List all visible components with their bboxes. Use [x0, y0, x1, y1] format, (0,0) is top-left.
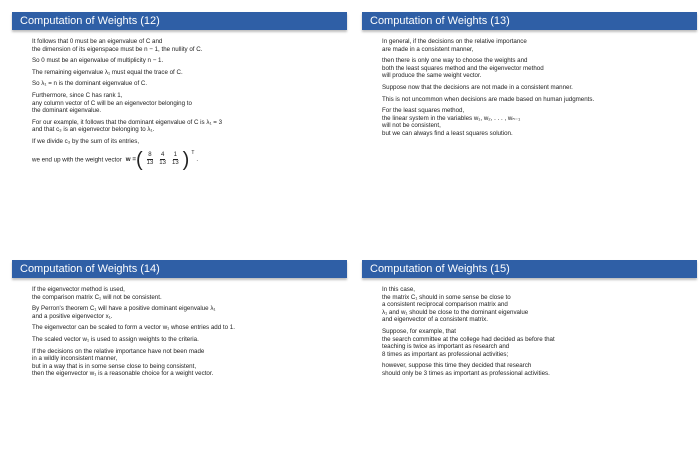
- text-line: If the eigenvector method is used,: [32, 286, 125, 293]
- text-line: In general, if the decisions on the relative importance: [382, 38, 527, 45]
- text-line: but we can always find a least squares solution.: [382, 129, 513, 137]
- fraction: [172, 152, 179, 167]
- numerator: 1: [173, 152, 177, 159]
- slide-body: [362, 278, 697, 378]
- numerator: 8: [148, 152, 152, 159]
- slide-14: [12, 260, 347, 460]
- paragraph: [32, 324, 337, 332]
- text-line: λ₁ and w₁ should be close to the dominant eigenvalue: [382, 308, 529, 316]
- text-line: the linear system in the variables w₁, w₂, . . . , wₙ₋₁: [382, 114, 521, 122]
- paragraph: [32, 80, 337, 88]
- slide-title: Computation of Weights (14): [12, 260, 347, 278]
- slide-13: [362, 12, 697, 212]
- text-line: both the least squares method and the eigenvector method: [382, 64, 544, 72]
- paragraph: [382, 362, 687, 377]
- text-line: Suppose now that the decisions are not made in a consistent manner.: [382, 83, 573, 91]
- text-line: It follows that 0 must be an eigenvalue of C and: [32, 38, 163, 45]
- transpose-superscript: T: [191, 149, 195, 156]
- slide-title: Computation of Weights (15): [362, 260, 697, 278]
- fraction: [159, 152, 166, 167]
- slide-12: [12, 12, 347, 212]
- right-paren: ): [182, 148, 190, 171]
- text-line: in a wildly inconsistent manner,: [32, 355, 118, 363]
- period: .: [196, 155, 199, 163]
- text-line: teaching is twice as important as research and: [382, 343, 510, 351]
- text-line: Furthermore, since C has rank 1,: [32, 91, 123, 99]
- slide-body: [12, 30, 347, 170]
- text-line: the comparison matrix C₁ will not be consistent.: [32, 293, 162, 301]
- slide-15: [362, 260, 697, 460]
- denominator: 13: [171, 160, 179, 167]
- text-line: The remaining eigenvalue λ₁ must equal the trace of C.: [32, 68, 183, 76]
- paragraph: [32, 305, 337, 320]
- text-line: The scaled vector w₁ is used to assign weights to the criteria.: [32, 335, 199, 343]
- text-line: If the decisions on the relative importance have not been made: [32, 347, 205, 355]
- weight-vector-prefix: we end up with the weight vector: [32, 156, 122, 164]
- text-line: By Perron's theorem C₁ will have a positive dominant eigenvalue λ₁: [32, 305, 216, 313]
- text-line: any column vector of C will be an eigenvector belonging to: [32, 99, 192, 107]
- weight-vector-symbol: w =: [125, 156, 136, 164]
- left-paren: (: [135, 148, 143, 171]
- paragraph: [32, 69, 337, 77]
- paragraph: [382, 328, 687, 358]
- text-line: and a positive eigenvector x₁.: [32, 312, 113, 320]
- paragraph: [32, 57, 337, 65]
- text-line: are made in a consistent manner,: [382, 45, 474, 53]
- text-line: The eigenvector can be scaled to form a vector w₁ whose entries add to 1.: [32, 324, 235, 332]
- denominator: 13: [146, 160, 154, 167]
- text-line: then the eigenvector w₁ is a reasonable choice for a weight vector.: [32, 370, 214, 378]
- text-line: and that c₃ is an eigenvector belonging to λ₁.: [32, 126, 155, 134]
- paragraph: [32, 92, 337, 115]
- paragraph: [32, 286, 337, 301]
- text-line: For the least squares method,: [382, 107, 465, 115]
- paragraph: [32, 38, 337, 53]
- text-line: This is not uncommon when decisions are made based on human judgments.: [382, 95, 595, 103]
- numerator: 4: [160, 152, 165, 159]
- slide-title: Computation of Weights (13): [362, 12, 697, 30]
- text-line: should only be 3 times as important as professional activities.: [382, 369, 550, 377]
- text-line: the dominant eigenvalue.: [32, 107, 102, 115]
- paragraph: [32, 138, 337, 146]
- paragraph: [382, 38, 687, 53]
- text-line: 8 times as important as professional activities;: [382, 350, 509, 358]
- paragraph: [382, 286, 687, 324]
- text-line: the matrix C₁ should in some sense be close to: [382, 293, 511, 301]
- text-line: So λ₁ = n is the dominant eigenvalue of C.: [32, 80, 148, 88]
- text-line: and eigenvector of a consistent matrix.: [382, 316, 488, 324]
- paragraph: [382, 84, 687, 92]
- slide-title: Computation of Weights (12): [12, 12, 347, 30]
- text-line: In this case,: [382, 286, 416, 293]
- text-line: If we divide c₃ by the sum of its entries,: [32, 137, 140, 145]
- text-line: then there is only one way to choose the weights and: [382, 57, 528, 65]
- denominator: 13: [159, 160, 166, 167]
- paragraph: [382, 96, 687, 104]
- paragraph: [382, 107, 687, 137]
- paragraph: [32, 336, 337, 344]
- text-line: will not be consistent,: [382, 122, 441, 130]
- fraction: [147, 152, 154, 167]
- text-line: the search committee at the college had decided as before that: [382, 335, 555, 343]
- text-line: but in a way that is in some sense close to being consistent,: [32, 362, 197, 370]
- text-line: So 0 must be an eigenvalue of multiplicity n − 1.: [32, 57, 164, 65]
- paragraph: [382, 57, 687, 80]
- text-line: the dimension of its eigenspace must be n − 1, the nullity of C.: [32, 45, 203, 53]
- text-line: however, suppose this time they decided that research: [382, 362, 532, 370]
- text-line: For our example, it follows that the dominant eigenvalue of C is λ₁ = 3: [32, 118, 223, 126]
- text-line: Suppose, for example, that: [382, 327, 456, 335]
- text-line: will produce the same weight vector.: [382, 72, 482, 80]
- weight-vector-line: [32, 150, 337, 170]
- paragraph: [32, 119, 337, 134]
- weight-vector: [136, 150, 198, 170]
- slide-body: [12, 278, 347, 378]
- slide-body: [362, 30, 697, 138]
- paragraph: [32, 348, 337, 378]
- text-line: a consistent reciprocal comparison matrix and: [382, 301, 508, 309]
